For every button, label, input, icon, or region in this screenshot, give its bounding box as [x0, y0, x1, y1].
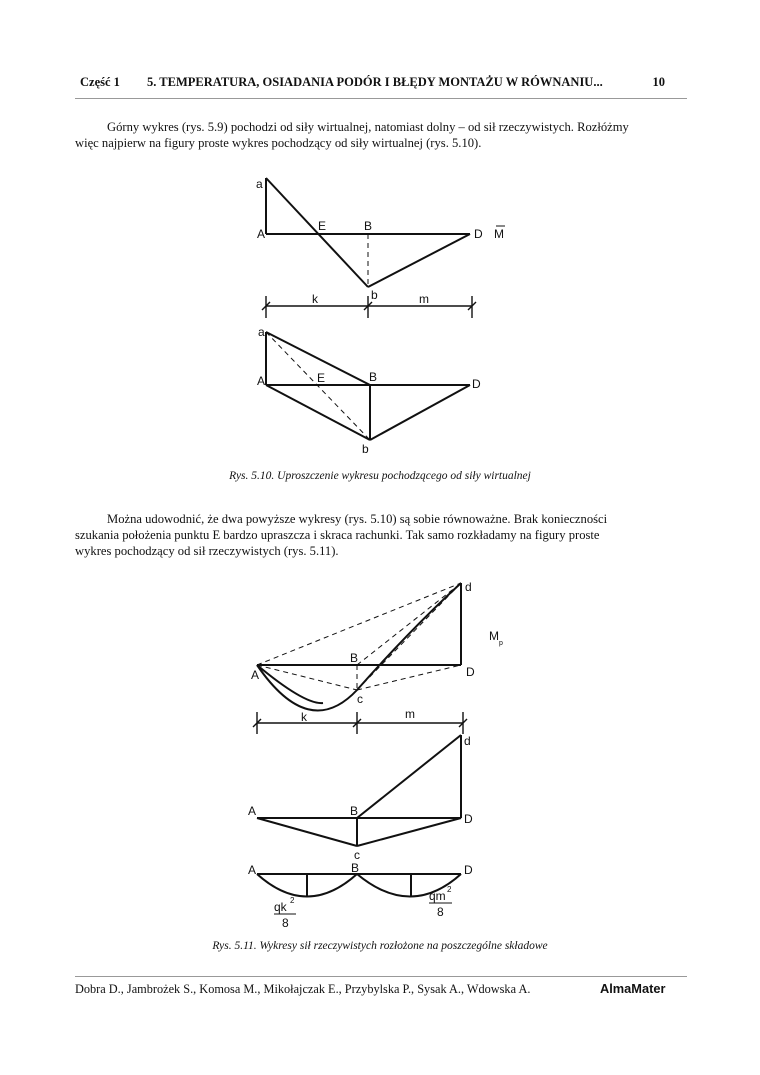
fig510-bottom-label-D: D: [472, 377, 481, 391]
fig511-middle-label-c: c: [354, 848, 360, 862]
figure-511-caption: Rys. 5.11. Wykresy sił rzeczywistych rozłożone na poszczególne składowe: [212, 940, 548, 952]
paragraph-2-line-2: szukania położenia punktu E bardzo upraszcza i skraca rachunki. Tak samo rozkładamy na figury proste: [75, 528, 600, 542]
fig511-middle-diagram: [257, 735, 461, 846]
fig510-top-label-B: B: [364, 219, 373, 233]
fig511-top-label-d: d: [465, 580, 472, 594]
fig511-top-label-c: c: [357, 692, 363, 706]
formula-m-numerator: qm: [429, 889, 446, 903]
fig511-middle-label-B: B: [350, 804, 359, 818]
fig510-dim-k: k: [312, 292, 318, 306]
figure-510-caption: Rys. 5.10. Uproszczenie wykresu pochodzącego od siły wirtualnej: [229, 470, 531, 482]
fig510-bottom-label-a: a: [258, 325, 265, 339]
fig510-top-label-M: M: [494, 227, 504, 241]
fig511-middle-label-A: A: [248, 804, 257, 818]
fig510-top-label-a: a: [256, 177, 263, 191]
fig511-top-label-B: B: [350, 651, 359, 665]
paragraph-2-line-1: Można udowodnić, że dwa powyższe wykresy (rys. 5.10) są sobie równoważne. Brak konieczności: [107, 512, 608, 526]
formula-k-exponent: 2: [290, 896, 295, 905]
fig511-middle-label-d: d: [464, 734, 471, 748]
paragraph-1-line-2: więc najpierw na figury proste wykres pochodzący od siły wirtualnej (rys. 5.10).: [75, 136, 482, 150]
footer-rule: [75, 976, 687, 977]
fig511-dimension-line: [253, 712, 467, 734]
fig510-bottom-label-A: A: [257, 374, 266, 388]
fig510-top-label-E: E: [318, 219, 327, 233]
fig511-top-label-A: A: [251, 668, 260, 682]
formula-k-denominator: 8: [282, 916, 289, 930]
paragraph-1-line-1: Górny wykres (rys. 5.9) pochodzi od siły wirtualnej, natomiast dolny – od sił rzeczywistych. Rozłóżmy: [107, 120, 629, 134]
footer-brand: AlmaMater: [600, 981, 666, 996]
fig511-bottom-label-A: A: [248, 863, 257, 877]
fig511-top-label-D: D: [466, 665, 475, 679]
fig511-top-label-Mp: M: [489, 629, 499, 643]
fig511-bottom-label-D: D: [464, 863, 473, 877]
fig510-bottom-label-E: E: [317, 371, 326, 385]
fig511-dim-k: k: [301, 710, 307, 724]
fig510-dim-m: m: [419, 292, 429, 306]
fig511-bottom-label-B: B: [351, 861, 360, 875]
formula-m-exponent: 2: [447, 885, 452, 894]
fig510-top-label-b: b: [371, 288, 378, 302]
header-part: Część 1: [80, 75, 120, 89]
fig510-top-label-A: A: [257, 227, 266, 241]
fig510-top-label-D: D: [474, 227, 483, 241]
fig510-dimension-line: [262, 296, 476, 318]
formula-m-denominator: 8: [437, 905, 444, 919]
formula-k-numerator: qk: [274, 900, 287, 914]
fig511-middle-label-D: D: [464, 812, 473, 826]
fig511-dim-m: m: [405, 707, 415, 721]
footer-authors: Dobra D., Jambrożek S., Komosa M., Mikołajczak E., Przybylska P., Sysak A., Wdowska A.: [75, 982, 531, 996]
fig511-top-label-Mp-sub: p: [499, 640, 503, 647]
fig510-bottom-label-B: B: [369, 370, 378, 384]
header-page-number: 10: [652, 75, 665, 89]
fig510-bottom-diagram: [266, 332, 470, 440]
header-chapter: 5. TEMPERATURA, OSIADANIA PODÓR I BŁĘDY MONTAŻU W RÓWNANIU...: [147, 75, 603, 89]
paragraph-2-line-3: wykres pochodzący od sił rzeczywistych (rys. 5.11).: [75, 544, 339, 558]
fig510-bottom-label-b: b: [362, 442, 369, 456]
paragraph-2: [75, 511, 687, 559]
